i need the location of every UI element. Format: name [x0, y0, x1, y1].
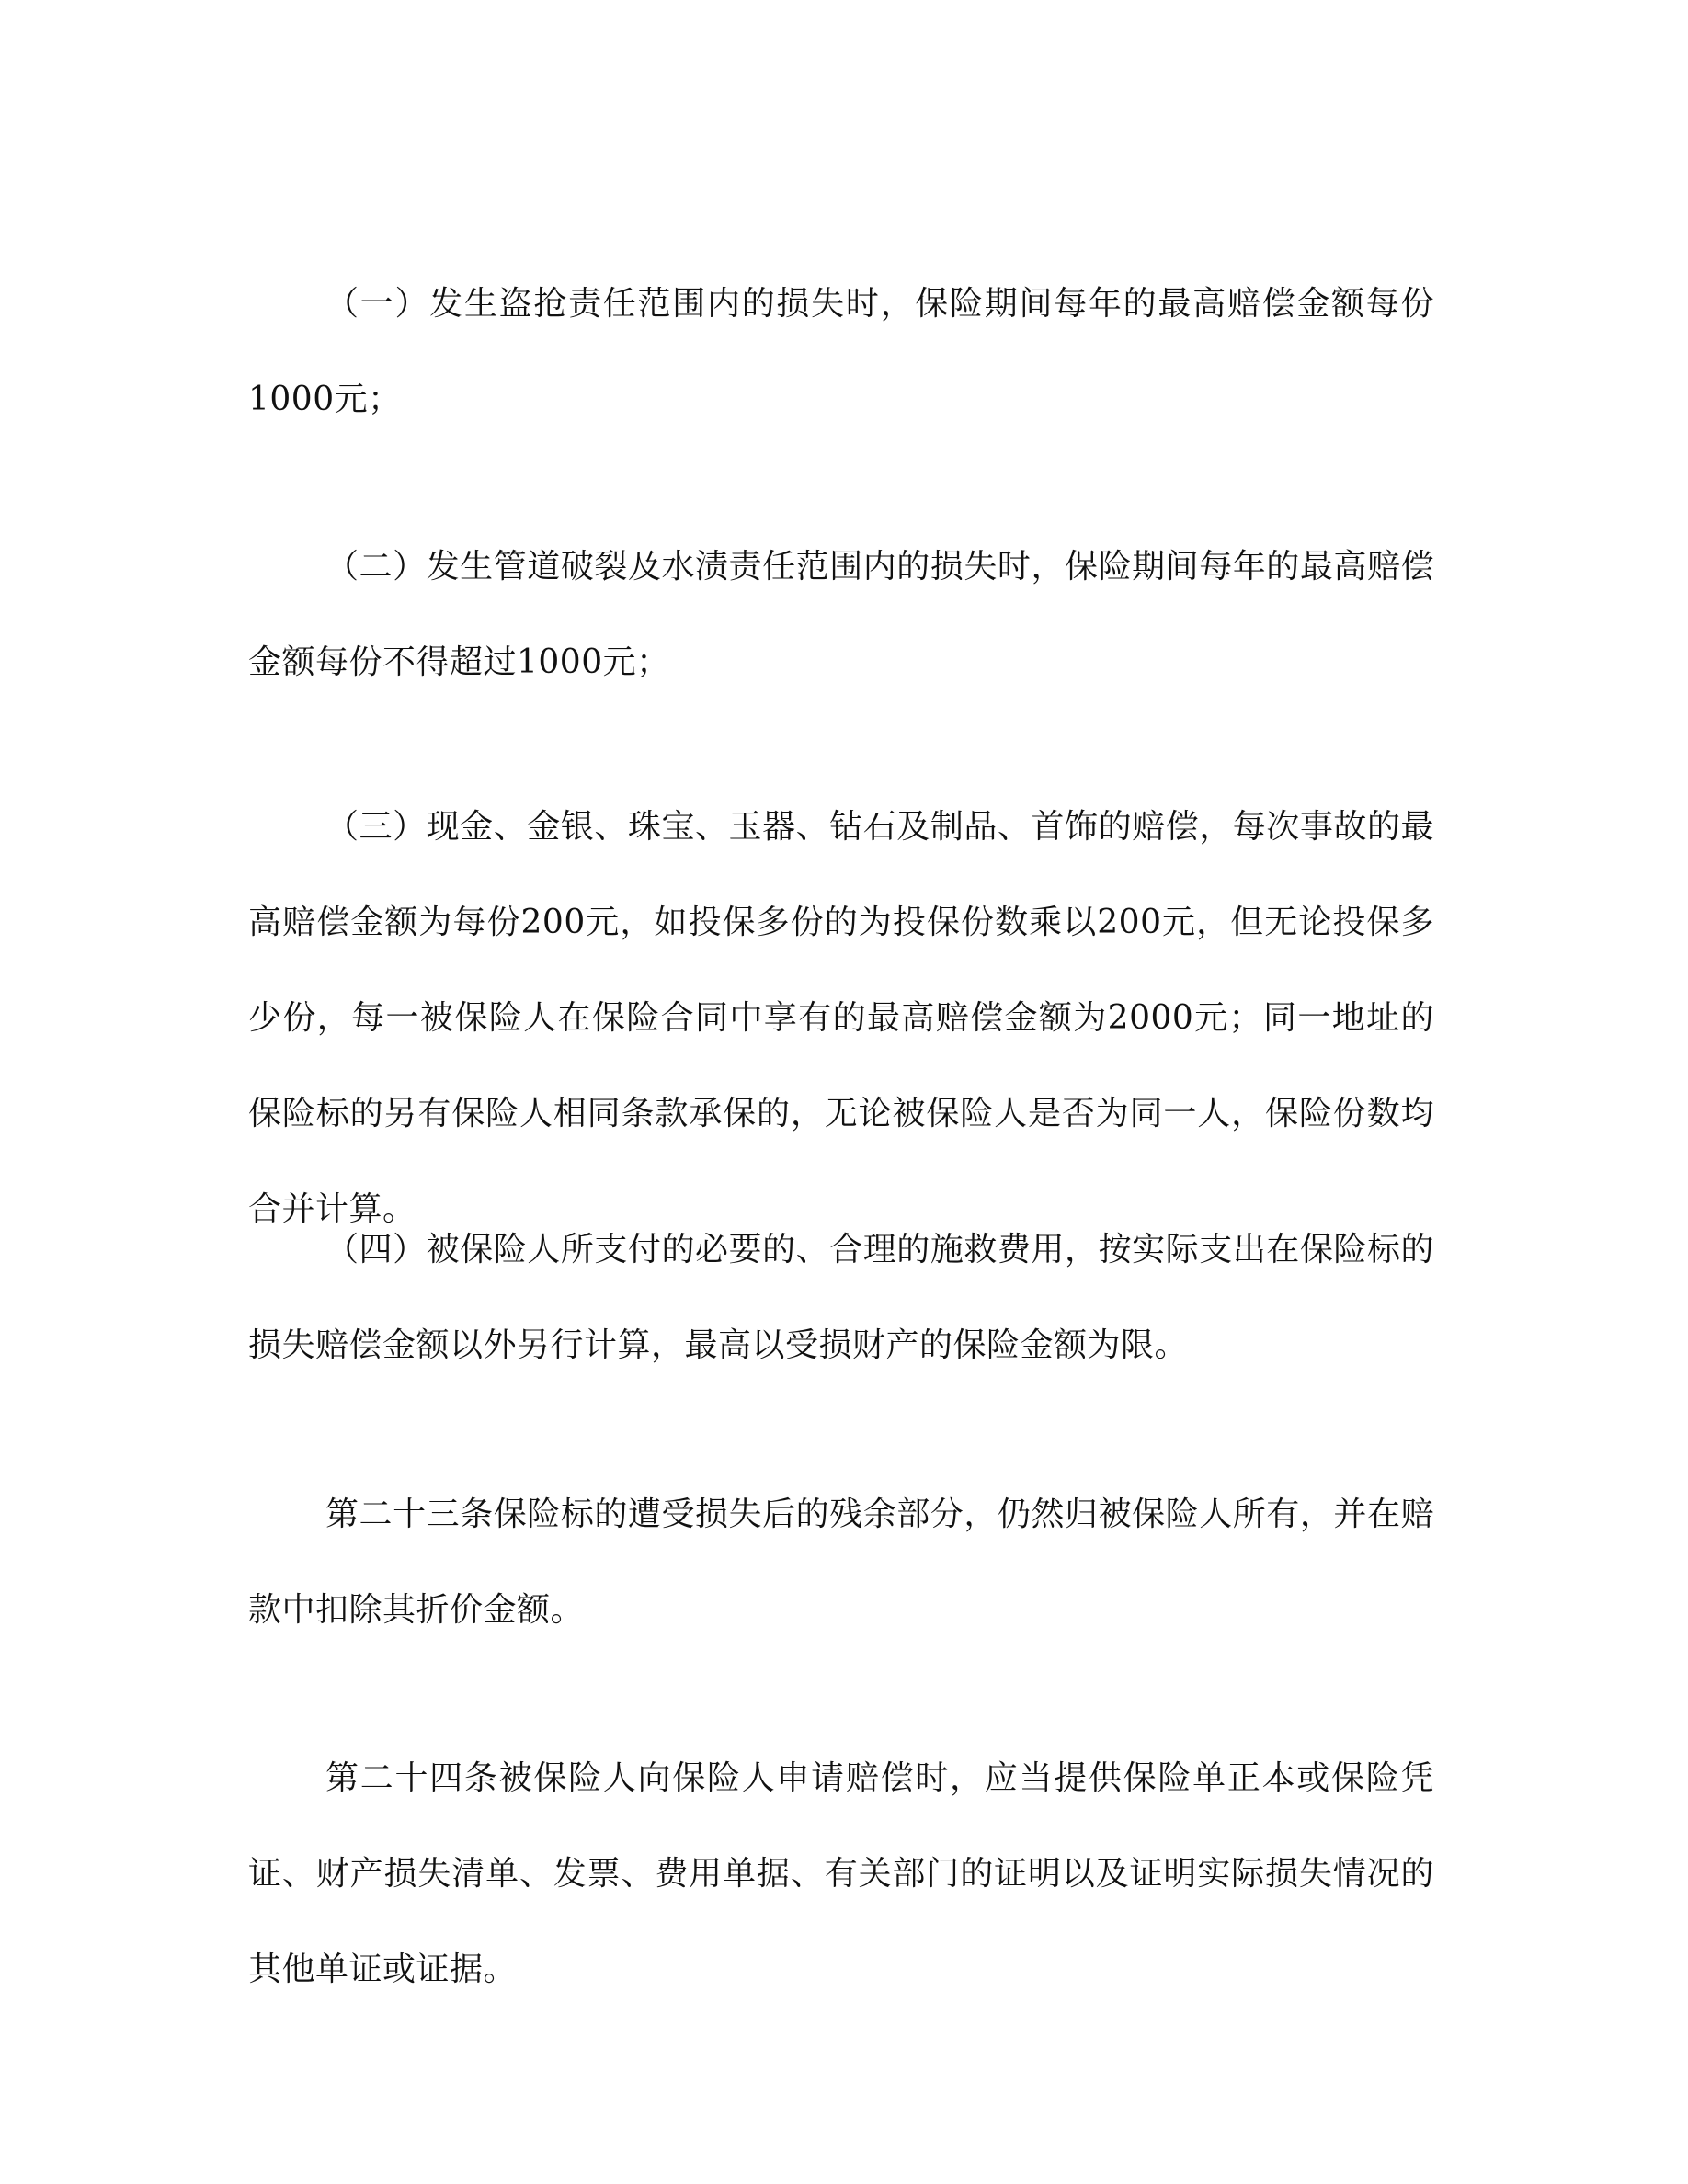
- paragraph-rescue-costs: （四）被保险人所支付的必要的、合理的施救费用，按实际支出在保险标的损失赔偿金额以外另行计算，最高以受损财产的保险金额为限。: [248, 1231, 1434, 1364]
- paragraph-valuables-limit: （三）现金、金银、珠宝、玉器、钻石及制品、首饰的赔偿，每次事故的最高赔偿金额为每份200元，如投保多份的为投保份数乘以200元，但无论投保多少份，每一被保险人在保险合同中享有的最高赔偿金额为2000元；同一地址的保险标的另有保险人相同条款承保的，无论被保险人是否为同一人，保险份数均合并计算。: [248, 808, 1434, 1228]
- paragraph-article-23: 第二十三条保险标的遭受损失后的残余部分，仍然归被保险人所有，并在赔款中扣除其折价金额。: [248, 1496, 1434, 1629]
- paragraph-article-24: 第二十四条被保险人向保险人申请赔偿时，应当提供保险单正本或保险凭证、财产损失清单、发票、费用单据、有关部门的证明以及证明实际损失情况的其他单证或证据。: [248, 1759, 1434, 1988]
- paragraph-theft-limit: （一）发生盗抢责任范围内的损失时，保险期间每年的最高赔偿金额每份1000元；: [248, 285, 1434, 418]
- paragraph-water-damage-limit: （二）发生管道破裂及水渍责任范围内的损失时，保险期间每年的最高赔偿金额每份不得超过1000元；: [248, 548, 1434, 681]
